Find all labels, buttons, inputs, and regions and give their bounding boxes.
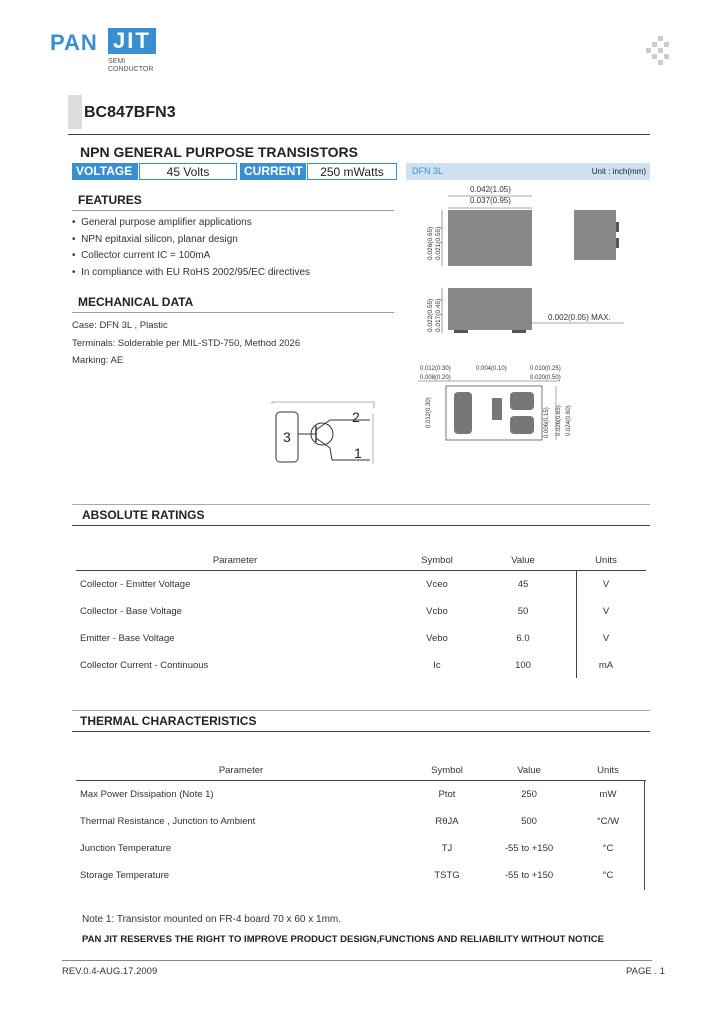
cell-units: V xyxy=(602,579,610,590)
cell-symbol: Vcbo xyxy=(426,606,448,617)
divider xyxy=(72,710,650,711)
feature-item: • In compliance with EU RoHS 2002/95/EC directives xyxy=(72,266,311,278)
dim-pad-b: 0.004(0.10) xyxy=(476,366,507,372)
cell-parameter: Emitter - Base Voltage xyxy=(80,633,175,644)
cell-parameter: Collector - Base Voltage xyxy=(80,606,182,617)
thermal-table xyxy=(76,760,646,889)
table-row xyxy=(76,862,646,889)
dim-thick1: 0.022(0.55) xyxy=(427,298,434,332)
col-symbol: Symbol xyxy=(406,760,488,781)
mechanical-line: Marking: AE xyxy=(72,355,124,366)
cell-parameter: Thermal Resistance , Junction to Ambient xyxy=(80,816,256,827)
dim-pad-a2: 0.008(0.20) xyxy=(420,375,451,381)
package-label: DFN 3L xyxy=(406,163,528,180)
cell-symbol: TJ xyxy=(441,843,453,854)
brand-sub1: SEMI xyxy=(108,58,126,65)
dim-side-h1: 0.026(0.65) xyxy=(427,226,434,260)
page-title: NPN GENERAL PURPOSE TRANSISTORS xyxy=(80,144,358,160)
thermal-underline xyxy=(72,731,650,732)
cell-parameter: Junction Temperature xyxy=(80,843,172,854)
unit-note: Unit : inch(mm) xyxy=(528,163,650,180)
part-number: BC847BFN3 xyxy=(84,104,176,121)
cell-value: 500 xyxy=(521,816,537,827)
mechanical-underline xyxy=(72,312,394,313)
revision: REV.0.4-AUG.17.2009 xyxy=(62,966,158,977)
table-row xyxy=(76,781,646,809)
part-marker xyxy=(68,95,82,129)
dim-pad-c: 0.010(0.25) xyxy=(530,366,561,372)
cell-symbol: Ic xyxy=(433,660,441,671)
dot-grid-icon xyxy=(636,36,670,66)
dim-pad-a1: 0.012(0.30) xyxy=(420,366,451,372)
reserve-notice: PAN JIT RESERVES THE RIGHT TO IMPROVE PRODUCT DESIGN,FUNCTIONS AND RELIABILITY WITHOUT NOTICE xyxy=(82,934,605,945)
features-list xyxy=(72,215,310,281)
col-symbol: Symbol xyxy=(394,550,480,571)
cell-symbol: Ptot xyxy=(438,789,456,800)
brand-sub2: CONDUCTOR xyxy=(108,66,154,73)
cell-symbol: TSTG xyxy=(434,870,460,881)
cell-symbol: Vceo xyxy=(426,579,448,590)
absolute-underline xyxy=(72,525,650,526)
table-row xyxy=(76,571,646,599)
feature-item: • Collector current IC = 100mA xyxy=(72,250,211,261)
footnote: Note 1: Transistor mounted on FR-4 board 70 x 60 x 1mm. xyxy=(82,914,342,925)
mechanical-line: Terminals: Solderable per MIL-STD-750, Method 2026 xyxy=(72,337,301,349)
cell-units: V xyxy=(602,606,610,617)
cell-parameter: Storage Temperature xyxy=(80,870,170,881)
col-units: Units xyxy=(570,760,646,781)
cell-value: 45 xyxy=(517,579,529,590)
col-units: Units xyxy=(566,550,646,571)
table-rule xyxy=(644,780,645,890)
current-value: 250 mWatts xyxy=(307,163,397,180)
pin-1: 1 xyxy=(354,445,362,461)
mechanical-list xyxy=(72,317,300,370)
brand-pan: PAN xyxy=(50,30,98,55)
table-header xyxy=(76,760,646,781)
brand-subtitle xyxy=(108,58,168,74)
table-rule xyxy=(576,570,577,678)
table-row xyxy=(76,625,646,652)
footer-divider xyxy=(62,960,652,961)
cell-value: 50 xyxy=(517,606,529,617)
cell-units: °C xyxy=(602,843,614,854)
table-row xyxy=(76,598,646,625)
feature-item: • General purpose amplifier applications xyxy=(72,217,252,228)
features-heading: FEATURES xyxy=(78,193,142,207)
feature-item: • NPN epitaxial silicon, planar design xyxy=(72,233,238,245)
table-row xyxy=(76,652,646,679)
absolute-ratings-table xyxy=(76,550,646,679)
brand-jit: JIT xyxy=(108,28,156,54)
dim-pad-e: 0.012(0.30) xyxy=(426,397,432,428)
col-parameter: Parameter xyxy=(76,550,394,571)
features-underline xyxy=(72,210,394,211)
voltage-value: 45 Volts xyxy=(139,163,237,180)
divider xyxy=(68,134,650,135)
voltage-label: VOLTAGE xyxy=(72,163,138,180)
cell-units: mA xyxy=(598,660,614,671)
current-label: CURRENT xyxy=(240,163,306,180)
cell-symbol: Vebo xyxy=(426,633,448,644)
pinout-symbol xyxy=(270,400,380,466)
package-drawing xyxy=(410,180,655,480)
mechanical-heading: MECHANICAL DATA xyxy=(78,295,194,309)
thermal-heading: THERMAL CHARACTERISTICS xyxy=(80,714,257,728)
absolute-heading: ABSOLUTE RATINGS xyxy=(82,508,205,522)
cell-value: 100 xyxy=(515,660,531,671)
dim-thick2: 0.017(0.45) xyxy=(435,298,442,332)
table-row xyxy=(76,808,646,835)
pin-2: 2 xyxy=(352,409,360,425)
cell-units: mW xyxy=(599,789,617,800)
cell-value: 250 xyxy=(521,789,537,800)
pin-3: 3 xyxy=(283,429,291,445)
dim-pad-g: 0.026(0.65) xyxy=(556,405,562,436)
cell-parameter: Collector - Emitter Voltage xyxy=(80,579,191,590)
dim-pad-f: 0.006(0.15) xyxy=(544,407,550,438)
dim-top-w2: 0.037(0.95) xyxy=(470,196,511,205)
dim-pad-h: 0.024(0.60) xyxy=(566,405,572,436)
cell-parameter: Collector Current - Continuous xyxy=(80,660,209,671)
cell-units: °C/W xyxy=(596,816,620,827)
dim-pad-d: 0.020(0.50) xyxy=(530,375,561,381)
dim-side-h2: 0.021(0.55) xyxy=(435,226,442,260)
cell-value: -55 to +150 xyxy=(504,843,554,854)
col-parameter: Parameter xyxy=(76,760,406,781)
col-value: Value xyxy=(488,760,570,781)
page-number: PAGE . 1 xyxy=(626,966,665,977)
cell-units: V xyxy=(602,633,610,644)
table-header xyxy=(76,550,646,571)
cell-symbol: RθJA xyxy=(435,816,459,827)
divider xyxy=(72,504,650,505)
spec-bar xyxy=(72,163,650,180)
table-row xyxy=(76,835,646,862)
dim-max-note: 0.002(0.05) MAX. xyxy=(548,313,611,322)
cell-value: -55 to +150 xyxy=(504,870,554,881)
cell-value: 6.0 xyxy=(516,633,530,644)
cell-parameter: Max Power Dissipation (Note 1) xyxy=(80,789,214,800)
dim-top-w1: 0.042(1.05) xyxy=(470,185,511,194)
mechanical-line: Case: DFN 3L , Plastic xyxy=(72,320,168,331)
cell-units: °C xyxy=(602,870,614,881)
col-value: Value xyxy=(480,550,566,571)
